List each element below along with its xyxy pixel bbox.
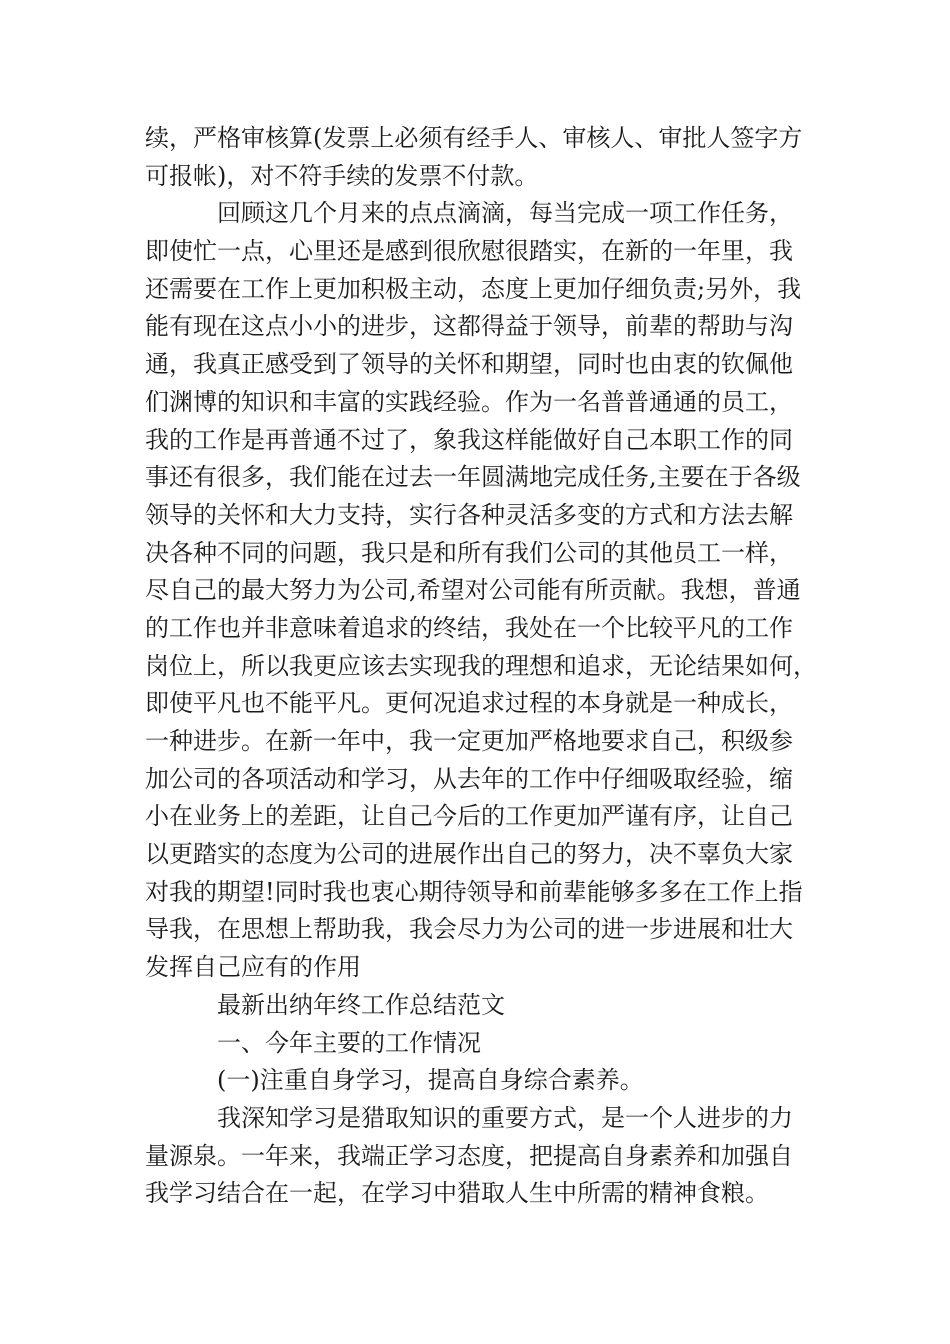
text-line: 可报帐)，对不符手续的发票不付款。 bbox=[145, 161, 539, 190]
section-heading: 一、今年主要的工作情况 bbox=[217, 1028, 481, 1057]
paragraph-2 bbox=[145, 195, 817, 986]
text-line: 即使忙一点，心里还是感到很欣慰很踏实，在新的一年里，我 bbox=[145, 237, 793, 266]
paragraph-3 bbox=[145, 1100, 810, 1213]
text-line: 决各种不同的问题，我只是和所有我们公司的其他员工一样， bbox=[145, 538, 793, 567]
text-line: 回顾这几个月来的点点滴滴，每当完成一项工作任务， bbox=[217, 199, 793, 228]
text-line: 通，我真正感受到了领导的关怀和期望，同时也由衷的钦佩他 bbox=[145, 350, 793, 379]
paragraph-1 bbox=[145, 120, 810, 195]
text-line: 的工作也并非意味着追求的终结，我处在一个比较平凡的工作 bbox=[145, 613, 793, 642]
text-line: 还需要在工作上更加积极主动，态度上更加仔细负责;另外，我 bbox=[145, 274, 802, 303]
text-line: 我学习结合在一起，在学习中猎取人生中所需的精神食粮。 bbox=[145, 1179, 769, 1208]
text-line: 以更踏实的态度为公司的进展作出自己的努力，决不辜负大家 bbox=[145, 840, 793, 869]
text-line: 事还有很多，我们能在过去一年圆满地完成任务,主要在于各级 bbox=[145, 463, 801, 492]
text-line: 对我的期望!同时我也衷心期待领导和前辈能够多多在工作上指 bbox=[145, 877, 803, 906]
text-line: 岗位上，所以我更应该去实现我的理想和追求，无论结果如何， bbox=[145, 651, 817, 680]
text-line: 导我，在思想上帮助我，我会尽力为公司的进一步进展和壮大 bbox=[145, 915, 793, 944]
text-line: 一种进步。在新一年中，我一定更加严格地要求自己，积级参 bbox=[145, 727, 793, 755]
text-line: 领导的关怀和大力支持，实行各种灵活多变的方式和方法去解 bbox=[145, 500, 793, 529]
document-body bbox=[145, 120, 817, 1213]
text-line: 加公司的各项活动和学习，从去年的工作中仔细吸取经验，缩 bbox=[145, 764, 793, 793]
text-line: 小在业务上的差距，让自己今后的工作更加严谨有序，让自己 bbox=[145, 802, 793, 831]
text-line: 我深知学习是猎取知识的重要方式，是一个人进步的力 bbox=[217, 1103, 793, 1132]
text-line: 量源泉。一年来，我端正学习态度，把提高自身素养和加强自 bbox=[145, 1141, 793, 1170]
text-line: 能有现在这点小小的进步，这都得益于领导，前辈的帮助与沟 bbox=[145, 312, 793, 341]
text-line: 即使平凡也不能平凡。更何况追求过程的本身就是一种成长， bbox=[145, 689, 793, 718]
text-line: 们渊博的知识和丰富的实践经验。作为一名普普通通的员工， bbox=[145, 387, 793, 416]
text-line: 我的工作是再普通不过了，象我这样能做好自己本职工作的同 bbox=[145, 425, 793, 454]
subsection-heading: (一)注重自身学习，提高自身综合素养。 bbox=[217, 1066, 644, 1095]
text-line: 发挥自己应有的作用 bbox=[145, 953, 361, 982]
text-line: 续，严格审核算(发票上必须有经手人、审核人、审批人签字方 bbox=[145, 124, 803, 152]
text-line: 尽自己的最大努力为公司,希望对公司能有所贡献。我想，普通 bbox=[145, 576, 801, 605]
document-title: 最新出纳年终工作总结范文 bbox=[217, 990, 505, 1019]
